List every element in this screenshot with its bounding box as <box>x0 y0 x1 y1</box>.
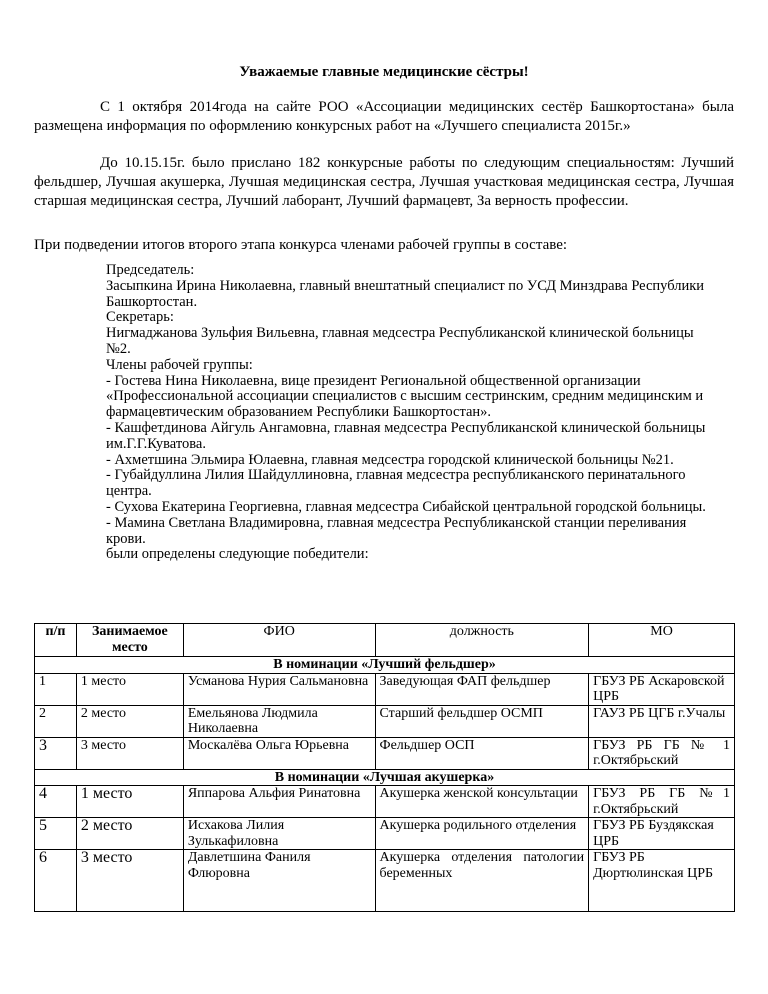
cell-org: ГБУЗ РБ Дюртюлинская ЦРБ <box>589 850 735 912</box>
winners-intro: были определены следующие победители: <box>106 546 369 563</box>
cell-num: 1 <box>35 673 77 705</box>
table-row <box>35 737 735 769</box>
table-header-row <box>35 624 735 657</box>
cell-position: Акушерка отделения патологии беременных <box>375 850 589 912</box>
member-entry: - Губайдуллина Лилия Шайдуллиновна, главная медсестра республиканского перинатального центра. <box>106 467 686 500</box>
header-place: Занимаемое место <box>76 624 183 657</box>
results-paragraph: При подведении итогов второго этапа конкурса членами рабочей группы в составе: <box>34 237 568 253</box>
nomination-title: В номинации «Лучший фельдшер» <box>35 657 735 674</box>
chairman-label: Председатель: <box>106 262 195 278</box>
cell-org: ГБУЗ РБ ГБ №1 г.Октябрьский <box>589 786 735 818</box>
table-row <box>35 786 735 818</box>
document-title: Уважаемые главные медицинские сёстры! <box>239 64 529 80</box>
cell-org: ГБУЗ РБ Буздякская ЦРБ <box>589 818 735 850</box>
member-entry: - Гостева Нина Николаевна, вице президент Региональной общественной организации «Профессиональной ассоциации специалистов с высшим сестринским, средним медицинским и фармацевтическим образованием Республики Башкортостан». <box>106 372 704 421</box>
cell-name: Москалёва Ольга Юрьевна <box>183 737 375 769</box>
header-name: ФИО <box>183 624 375 657</box>
chairman-entry: Засыпкина Ирина Николаевна, главный внештатный специалист по УСД Минздрава Республики Башкортостан. <box>106 277 705 310</box>
cell-num: 4 <box>35 786 77 818</box>
cell-org: ГАУЗ РБ ЦГБ г.Учалы <box>589 705 735 737</box>
cell-place: 2 место <box>76 818 183 850</box>
commission-list <box>106 263 716 563</box>
secretary-entry: Нигмаджанова Зульфия Вильевна, главная медсестра Республиканской клинической больницы №2. <box>106 325 694 357</box>
cell-name: Давлетшина Фаниля Флюровна <box>183 850 375 912</box>
cell-place: 2 место <box>76 705 183 737</box>
cell-place: 1 место <box>76 673 183 705</box>
member-entry: - Мамина Светлана Владимировна, главная медсестра Республиканской станции переливания крови. <box>106 514 687 547</box>
cell-place: 3 место <box>76 737 183 769</box>
cell-place: 1 место <box>76 786 183 818</box>
cell-org: ГБУЗ РБ Аскаровской ЦРБ <box>589 673 735 705</box>
table-row <box>35 673 735 705</box>
members-label: Члены рабочей группы: <box>106 356 253 373</box>
header-org: МО <box>589 624 735 657</box>
table-row <box>35 705 735 737</box>
winners-table <box>34 623 735 912</box>
cell-num: 5 <box>35 818 77 850</box>
cell-name: Исхакова Лилия Зулькафиловна <box>183 818 375 850</box>
cell-num: 3 <box>35 737 77 769</box>
table-row <box>35 850 735 912</box>
cell-num: 6 <box>35 850 77 912</box>
cell-name: Емельянова Людмила Николаевна <box>183 705 375 737</box>
member-entry: - Ахметшина Эльмира Юлаевна, главная медсестра городской клинической больницы №21. <box>106 451 674 468</box>
header-position: должность <box>375 624 589 657</box>
cell-position: Фельдшер ОСП <box>375 737 589 769</box>
nomination-title: В номинации «Лучшая акушерка» <box>35 769 735 786</box>
intro-paragraph: С 1 октября 2014года на сайте РОО «Ассоциации медицинских сестёр Башкортостана» была размещена информация по оформлению конкурсных работ на «Лучшего специалиста 2015г.» <box>34 99 734 134</box>
header-num: п/п <box>35 624 77 657</box>
cell-name: Яппарова Альфия Ринатовна <box>183 786 375 818</box>
cell-num: 2 <box>35 705 77 737</box>
cell-position: Заведующая ФАП фельдшер <box>375 673 589 705</box>
table-row <box>35 818 735 850</box>
cell-position: Старший фельдшер ОСМП <box>375 705 589 737</box>
member-entry: - Кашфетдинова Айгуль Ангамовна, главная медсестра Республиканской клинической больницы им.Г.Г.Куватова. <box>106 419 706 452</box>
cell-name: Усманова Нурия Сальмановна <box>183 673 375 705</box>
nomination-row <box>35 657 735 674</box>
submissions-paragraph: До 10.15.15г. было прислано 182 конкурсные работы по следующим специальностям: Лучший фельдшер, Лучшая акушерка, Лучшая медицинская сестра, Лучшая участковая медицинская сестра, Лучшая старшая медицинская сестра, Лучший лаборант, Лучший фармацевт, За верность профессии. <box>34 155 734 209</box>
cell-place: 3 место <box>76 850 183 912</box>
cell-org: ГБУЗ РБ ГБ № 1 г.Октябрьский <box>589 737 735 769</box>
member-entry: - Сухова Екатерина Георгиевна, главная медсестра Сибайской центральной городской больницы. <box>106 498 706 515</box>
cell-position: Акушерка родильного отделения <box>375 818 589 850</box>
secretary-label: Секретарь: <box>106 309 174 326</box>
nomination-row <box>35 769 735 786</box>
cell-position: Акушерка женской консультации <box>375 786 589 818</box>
